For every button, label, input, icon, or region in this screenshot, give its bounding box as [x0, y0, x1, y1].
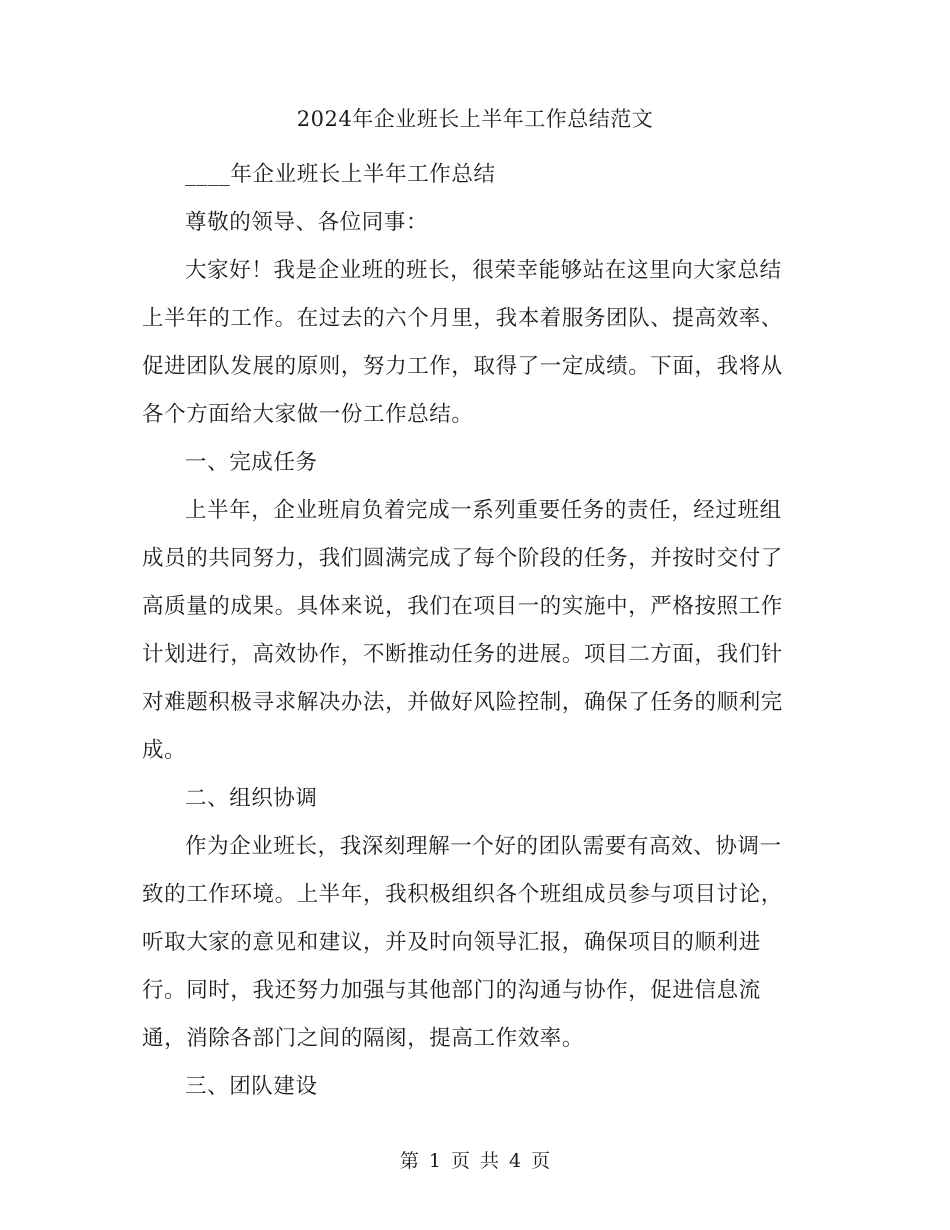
document-title: 2024年企业班长上半年工作总结范文: [296, 107, 654, 131]
salutation-paragraph: 尊敬的领导、各位同事：: [185, 210, 429, 235]
intro-paragraph: 大家好！我是企业班的班长，很荣幸能够站在这里向大家总结上半年的工作。在过去的六个月里，我本着服务团队、提高效率、促进团队发展的原则，努力工作，取得了一定成绩。下面，我将从各个方面给大家做一份工作总结。: [142, 258, 783, 427]
tasks-paragraph: 上半年，企业班肩负着完成一系列重要任务的责任，经过班组成员的共同努力，我们圆满完成了每个阶段的任务，并按时交付了高质量的成果。具体来说，我们在项目一的实施中，严格按照工作计划进行，高效协作，不断推动任务的进展。项目二方面，我们针对难题积极寻求解决办法，并做好风险控制，确保了任务的顺利完成。: [142, 498, 783, 763]
section-heading-team-building: 三、团队建设: [185, 1074, 318, 1099]
document-body: [142, 151, 802, 1111]
subtitle-paragraph: ____年企业班长上半年工作总结: [185, 162, 496, 187]
coordination-paragraph: 作为企业班长，我深刻理解一个好的团队需要有高效、协调一致的工作环境。上半年，我积极组织各个班组成员参与项目讨论，听取大家的意见和建议，并及时向领导汇报，确保项目的顺利进行。同时，我还努力加强与其他部门的沟通与协作，促进信息流通，消除各部门之间的隔阂，提高工作效率。: [142, 834, 783, 1051]
section-heading-coordination: 二、组织协调: [185, 786, 318, 811]
page-number-footer: 第 1 页 共 4 页: [399, 1150, 551, 1172]
section-heading-tasks: 一、完成任务: [185, 450, 318, 475]
